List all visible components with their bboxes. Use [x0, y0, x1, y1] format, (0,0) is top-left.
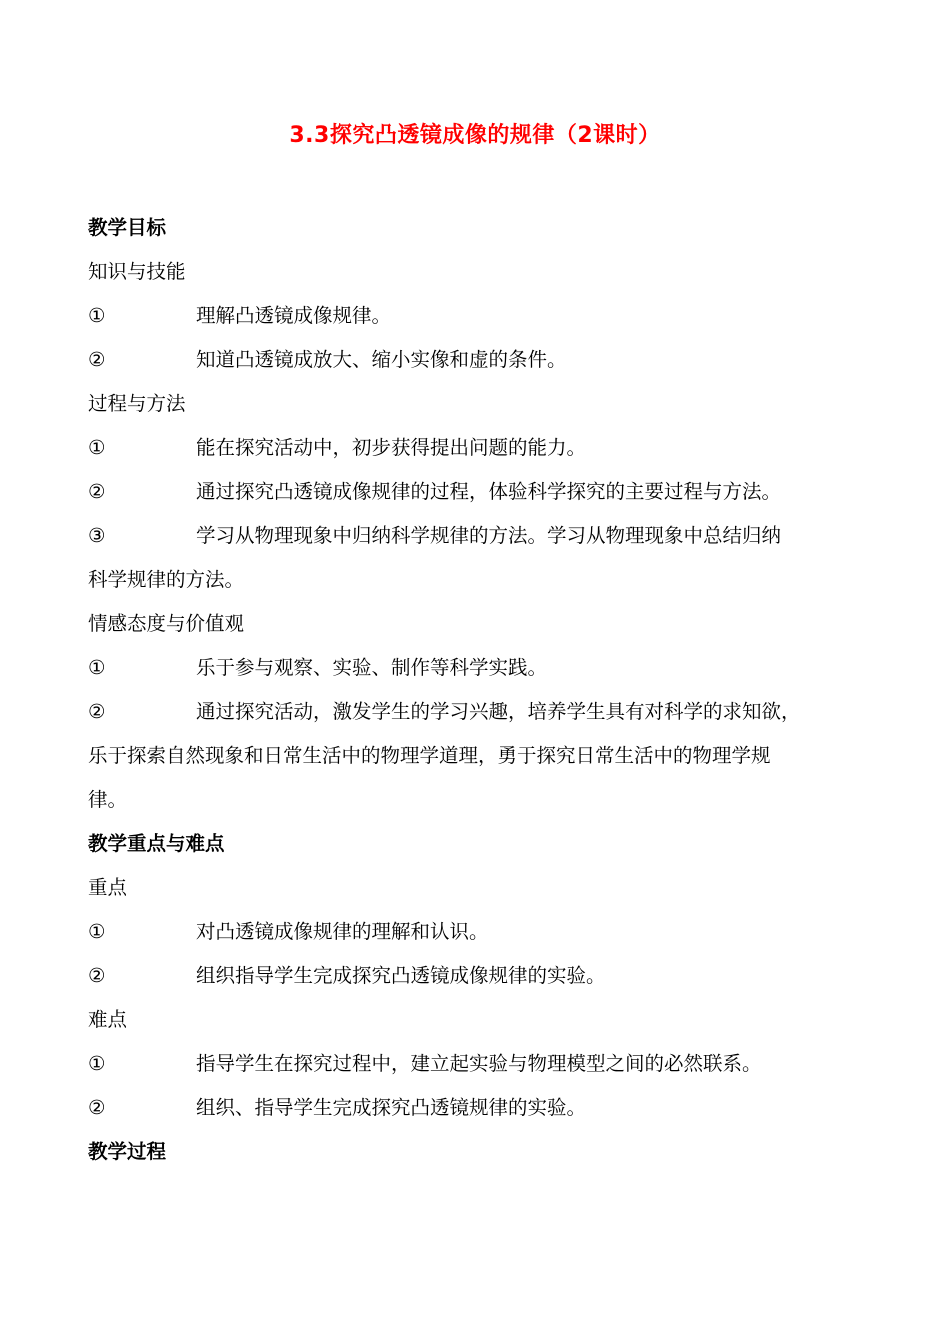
subheading-process: 过程与方法	[88, 392, 186, 415]
document-body	[88, 206, 878, 1174]
item-number: ①	[88, 304, 106, 327]
list-item	[88, 690, 878, 734]
item-number: ①	[88, 656, 106, 679]
item-number: ②	[88, 480, 106, 503]
list-item	[88, 954, 878, 998]
item-continuation: 律。	[88, 788, 128, 811]
item-number: ①	[88, 436, 106, 459]
item-text: 通过探究活动，激发学生的学习兴趣，培养学生具有对科学的求知欲，	[196, 700, 801, 723]
item-text: 对凸透镜成像规律的理解和认识。	[196, 920, 489, 943]
section-heading-process: 教学过程	[88, 1140, 167, 1163]
item-text: 组织、指导学生完成探究凸透镜规律的实验。	[196, 1096, 587, 1119]
list-item	[88, 646, 878, 690]
item-number: ③	[88, 524, 106, 547]
item-text: 学习从物理现象中归纳科学规律的方法。学习从物理现象中总结归纳	[196, 524, 782, 547]
item-text: 知道凸透镜成放大、缩小实像和虚的条件。	[196, 348, 567, 371]
item-text: 指导学生在探究过程中，建立起实验与物理模型之间的必然联系。	[196, 1052, 762, 1075]
item-text: 乐于参与观察、实验、制作等科学实践。	[196, 656, 548, 679]
item-text: 理解凸透镜成像规律。	[196, 304, 392, 327]
item-number: ②	[88, 348, 106, 371]
item-number: ①	[88, 920, 106, 943]
list-item	[88, 294, 878, 338]
item-number: ②	[88, 964, 106, 987]
list-item	[88, 910, 878, 954]
item-number: ①	[88, 1052, 106, 1075]
list-item	[88, 426, 878, 470]
list-item	[88, 338, 878, 382]
item-text: 通过探究凸透镜成像规律的过程，体验科学探究的主要过程与方法。	[196, 480, 782, 503]
list-item	[88, 470, 878, 514]
subheading-key: 重点	[88, 876, 128, 899]
item-continuation: 乐于探索自然现象和日常生活中的物理学道理，勇于探究日常生活中的物理学规	[88, 744, 771, 767]
item-number: ②	[88, 1096, 106, 1119]
list-item	[88, 514, 878, 558]
section-heading-keypoints: 教学重点与难点	[88, 832, 225, 855]
subheading-knowledge: 知识与技能	[88, 260, 186, 283]
list-item	[88, 1042, 878, 1086]
item-continuation: 科学规律的方法。	[88, 568, 245, 591]
page-title: 3.3探究凸透镜成像的规律（2课时）	[289, 123, 661, 148]
item-number: ②	[88, 700, 106, 723]
section-heading-objectives: 教学目标	[88, 216, 167, 239]
item-text: 能在探究活动中，初步获得提出问题的能力。	[196, 436, 587, 459]
subheading-difficult: 难点	[88, 1008, 128, 1031]
subheading-emotion: 情感态度与价值观	[88, 612, 245, 635]
list-item	[88, 1086, 878, 1130]
item-text: 组织指导学生完成探究凸透镜成像规律的实验。	[196, 964, 606, 987]
